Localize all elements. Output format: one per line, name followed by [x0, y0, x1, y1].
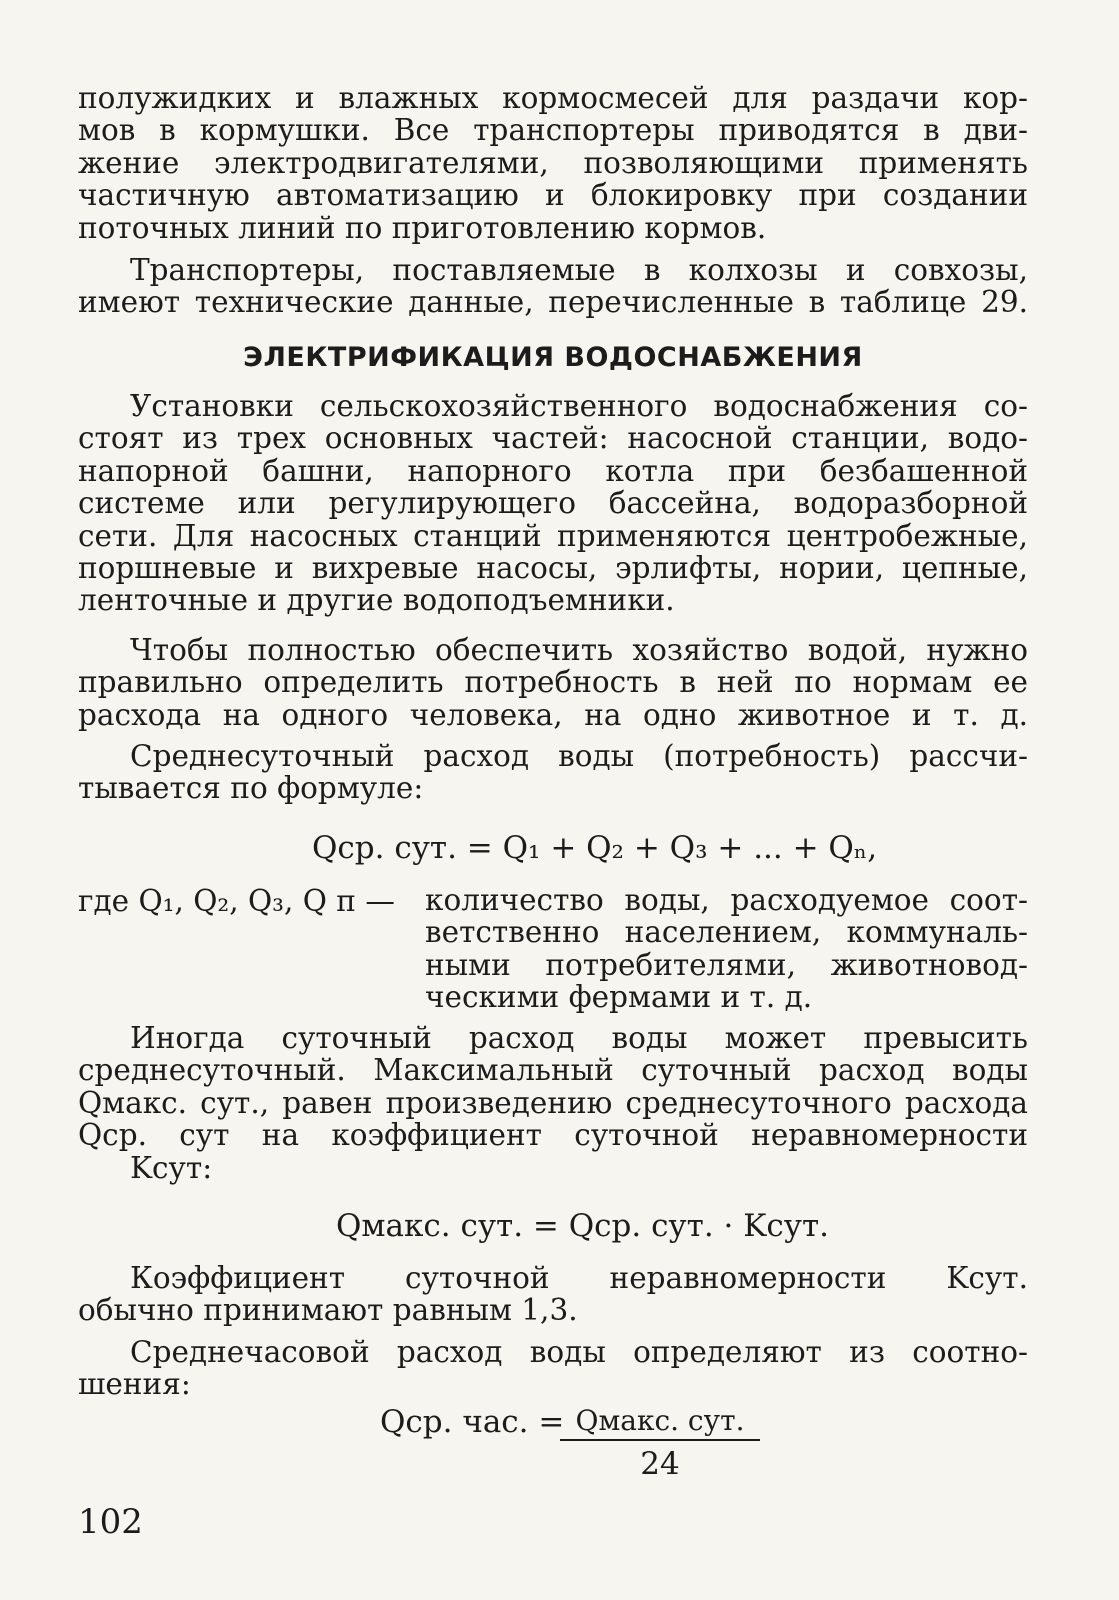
- text-line: обычно принимают равным 1,3.: [78, 1293, 578, 1328]
- formula-hourly-lhs: Qср. час. =: [380, 1404, 565, 1440]
- paragraph-max-daily: [78, 1022, 1028, 1184]
- text-line: мов в кормушки. Все транспортеры приводятся в дви-: [78, 113, 1028, 148]
- text-line: Транспортеры, поставляемые в колхозы и совхозы,: [130, 253, 1028, 287]
- text-line: жение электродвигателями, позволяющими применять: [78, 145, 1028, 180]
- text-line: Иногда суточный расход воды может превысить: [130, 1021, 1028, 1055]
- text-line: имеют технические данные, перечисленные в таблице 29.: [78, 285, 1028, 320]
- text-line: Коэффициент суточной неравномерности Kсут.: [130, 1261, 1028, 1295]
- formula-legend-text: [425, 884, 1028, 1014]
- paragraph-transporter-data: [78, 254, 1028, 319]
- text-line: сети. Для насосных станций применяются центробежные,: [78, 518, 1028, 553]
- formula-hourly-denominator: 24: [640, 1446, 680, 1482]
- text-line: Установки сельскохозяйственного водоснабжения со-: [130, 389, 1028, 423]
- text-line: ветственно населением, коммуналь-: [425, 915, 1028, 950]
- paragraph-feed-transporters: [78, 82, 1028, 244]
- text-line: шения:: [78, 1367, 191, 1402]
- paragraph-coefficient: [78, 1262, 1028, 1327]
- text-line: Среднесуточный расход воды (потребность) рассчи-: [130, 739, 1028, 773]
- text-line: полужидких и влажных кормосмесей для раздачи кор-: [78, 81, 1028, 115]
- page-number: 102: [78, 1502, 143, 1542]
- text-line: Qмакс. сут., равен произведению среднесуточного расхода: [78, 1085, 1028, 1120]
- paragraph-hourly-average: [78, 1336, 1028, 1401]
- text-line: расхода на одного человека, на одно животное и т. д.: [78, 697, 1028, 732]
- formula-hourly-numerator: Qмакс. сут.: [560, 1404, 760, 1441]
- text-line: частичную автоматизацию и блокировку при создании: [78, 178, 1028, 213]
- formula-daily-average: Qср. сут. = Q₁ + Q₂ + Q₃ + ... + Qₙ,: [312, 830, 878, 866]
- text-line: количество воды, расходуемое соот-: [425, 883, 1028, 917]
- text-line: ческими фермами и т. д.: [425, 980, 813, 1015]
- text-line: среднесуточный. Максимальный суточный расход воды: [78, 1053, 1028, 1088]
- paragraph-water-demand: [78, 634, 1028, 731]
- text-line: Среднечасовой расход воды определяют из соотно-: [130, 1335, 1028, 1369]
- text-line: Чтобы полностью обеспечить хозяйство водой, нужно: [130, 633, 1028, 667]
- text-line: стоят из трех основных частей: насосной станции, водо-: [78, 421, 1028, 456]
- formula-max-daily: Qмакс. сут. = Qср. сут. · Kсут.: [336, 1208, 830, 1244]
- text-line: ными потребителями, животновод-: [425, 947, 1028, 982]
- text-line: поршневые и вихревые насосы, эрлифты, нории, цепные,: [78, 550, 1028, 585]
- text-line: Qср. сут на коэффициент суточной неравномерности: [78, 1118, 1028, 1153]
- text-line: системе или регулирующего бассейна, водоразборной: [78, 486, 1028, 521]
- text-line: Kсут:: [130, 1150, 213, 1185]
- text-line: тывается по формуле:: [78, 771, 424, 806]
- paragraph-water-supply-installations: [78, 390, 1028, 617]
- formula-legend-label: где Q₁, Q₂, Q₃, Q п —: [78, 884, 395, 918]
- text-line: ленточные и другие водоподъемники.: [78, 583, 675, 618]
- text-line: напорной башни, напорного котла при безбашенной: [78, 453, 1028, 488]
- paragraph-daily-average: [78, 740, 1028, 805]
- text-line: поточных линий по приготовлению кормов.: [78, 210, 767, 245]
- text-line: правильно определить потребность в ней по нормам ее: [78, 665, 1028, 700]
- section-heading: ЭЛЕКТРИФИКАЦИЯ ВОДОСНАБЖЕНИЯ: [243, 342, 863, 373]
